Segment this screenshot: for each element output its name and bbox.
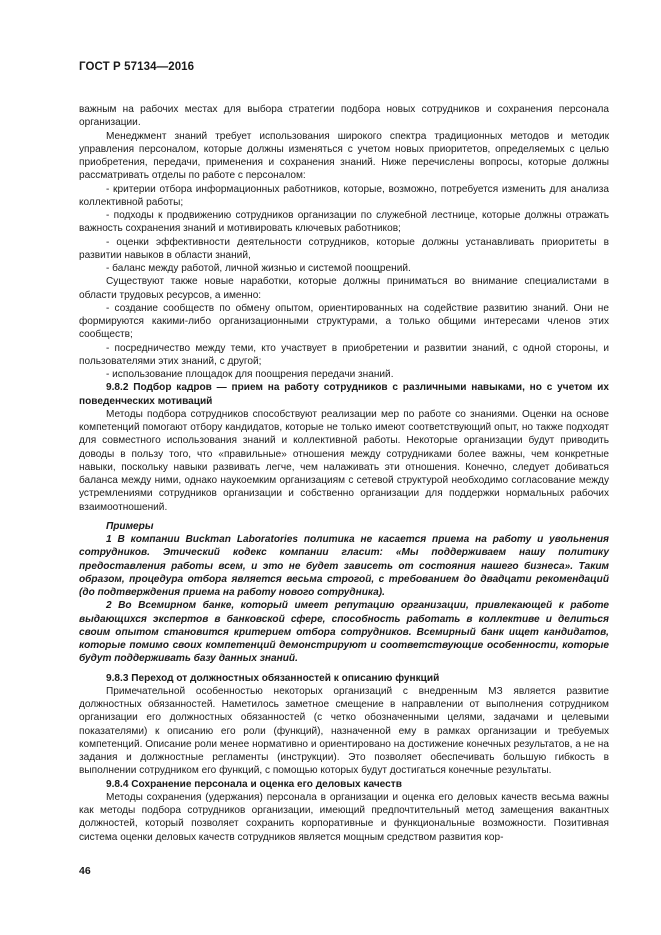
section-heading-9-8-3: 9.8.3 Переход от должностных обязанностей к описанию функций [106,672,440,684]
section-text-9-8-4: Методы сохранения (удержания) персонала в организации и оценка его деловых качеств весьма важны как методы подбора сотрудников организации, имеющий предпочтительный метод замещения вакантных должностей, который позволяет сохранить корпоративные и функциональные возможности. Позитивная система оценки деловых качеств сотрудников является мощным средством развития кор- [79,791,609,843]
example-1-lead: 1 В компании [106,534,186,545]
example-1 [79,533,609,599]
list-item: - баланс между работой, личной жизнью и системой поощрений. [106,263,411,274]
paragraph: Существуют также новые наработки, которые должны приниматься во внимание специалистами в области трудовых ресурсов, а именно: [79,276,609,301]
examples-title: Примеры [106,520,154,532]
paragraph: важным на рабочих местах для выбора стратегии подбора новых сотрудников и сохранения персонала организации. [79,104,609,129]
example-1-company: Buckman Laboratories [185,534,298,545]
page-number: 46 [79,865,91,877]
list-item: - оценки эффективности деятельности сотрудников, которые должны устанавливать приоритеты в развитии навыков в области знаний, [79,236,609,261]
section-heading-9-8-2: 9.8.2 Подбор кадров — прием на работу сотрудников с различными навыками, но с учетом их поведенческих мотиваций [79,382,609,407]
paragraph: Менеджмент знаний требует использования широкого спектра традиционных методов и методик управления персоналом, которые должны изменяться с учетом новых приоритетов, определяемых с целью приобретения, передачи, применения и сохранения знаний. Ниже перечислены вопросы, которые должны рассматривать отделы по работе с персоналом: [79,130,609,182]
section-text-9-8-3: Примечательной особенностью некоторых организаций с внедренным МЗ является развитие должностных обязанностей. Наметилось заметное смещение в направлении от выполнения сотрудником организации его должностных обязанностей (с четко обозначенными целями, задачами и целевыми показателями) к описанию его роли (функций), назначенной ему в рамках организации и требуемых компетенций. Описание роли менее нормативно и ориентировано на достижение конечных результатов, а не на задания и должностные регламенты (инструкции). Это позволяет обеспечивать большую гибкость в выполнении сотрудником его функций, с помощью которых будут достигаться конечные результаты. [79,685,609,777]
standard-header: ГОСТ Р 57134—2016 [79,61,195,73]
list-item: - использование площадок для поощрения передачи знаний. [106,369,394,380]
example-2: 2 Во Всемирном банке, который имеет репутацию организации, привлекающей к работе выдающихся экспертов в банковской сфере, способность работать в коллективе и делиться своим опытом становится критерием отбора сотрудников. Всемирный банк ищет кандидатов, которые помимо своих компетенций демонстрируют и соответствующие особенности, которые будут поддерживать базу данных знаний. [79,600,609,665]
document-body [79,103,609,844]
list-item: - критерии отбора информационных работников, которые, возможно, потребуется изменить для анализа коллективной работы; [79,183,609,208]
list-item: - посредничество между теми, кто участвует в приобретении и развитии знаний, с одной стороны, и пользователями этих знаний, с другой; [79,342,609,367]
section-heading-9-8-4: 9.8.4 Сохранение персонала и оценка его деловых качеств [106,778,402,790]
example-1-text: политика не касается приема на работу и увольнения сотрудников. Этический кодекс компании гласит: «Мы поддерживаем нашу политику предоставления работы всем, и это не будет зависеть от состояния нашего бизнеса». Таким образом, процедура отбора является весьма строгой, с требованием до двадцати рекомендаций (до подтверждения приема на работу нового сотрудника). [79,534,609,598]
section-text-9-8-2: Методы подбора сотрудников способствуют реализации мер по работе со знаниями. Оценки на основе компетенций помогают отбору кандидатов, которые не только имеют соответствующий опыт, но также подходят для совместного использования знаний и коллективной работы. Некоторые организации будут приводить доводы в пользу того, что «правильные» отношения между сотрудниками более важны, чем конкретные навыки, поскольку навыки развивать легче, чем налаживать эти отношения. Конечно, следует добиваться баланса между ними, однако наукоемким организациям с сетевой структурой необходимо согласование между устремлениями сотрудников организации и собственно организации для поддержки нормальных рабочих взаимоотношений. [79,408,609,513]
list-item: - создание сообществ по обмену опытом, ориентированных на содействие развитию знаний. Они не формируются какими-либо организационными структурами, а только общими интересами членов этих сообществ; [79,302,609,341]
list-item: - подходы к продвижению сотрудников организации по служебной лестнице, которые должны отражать важность сохранения знаний и мотивировать ключевых работников; [79,210,609,235]
